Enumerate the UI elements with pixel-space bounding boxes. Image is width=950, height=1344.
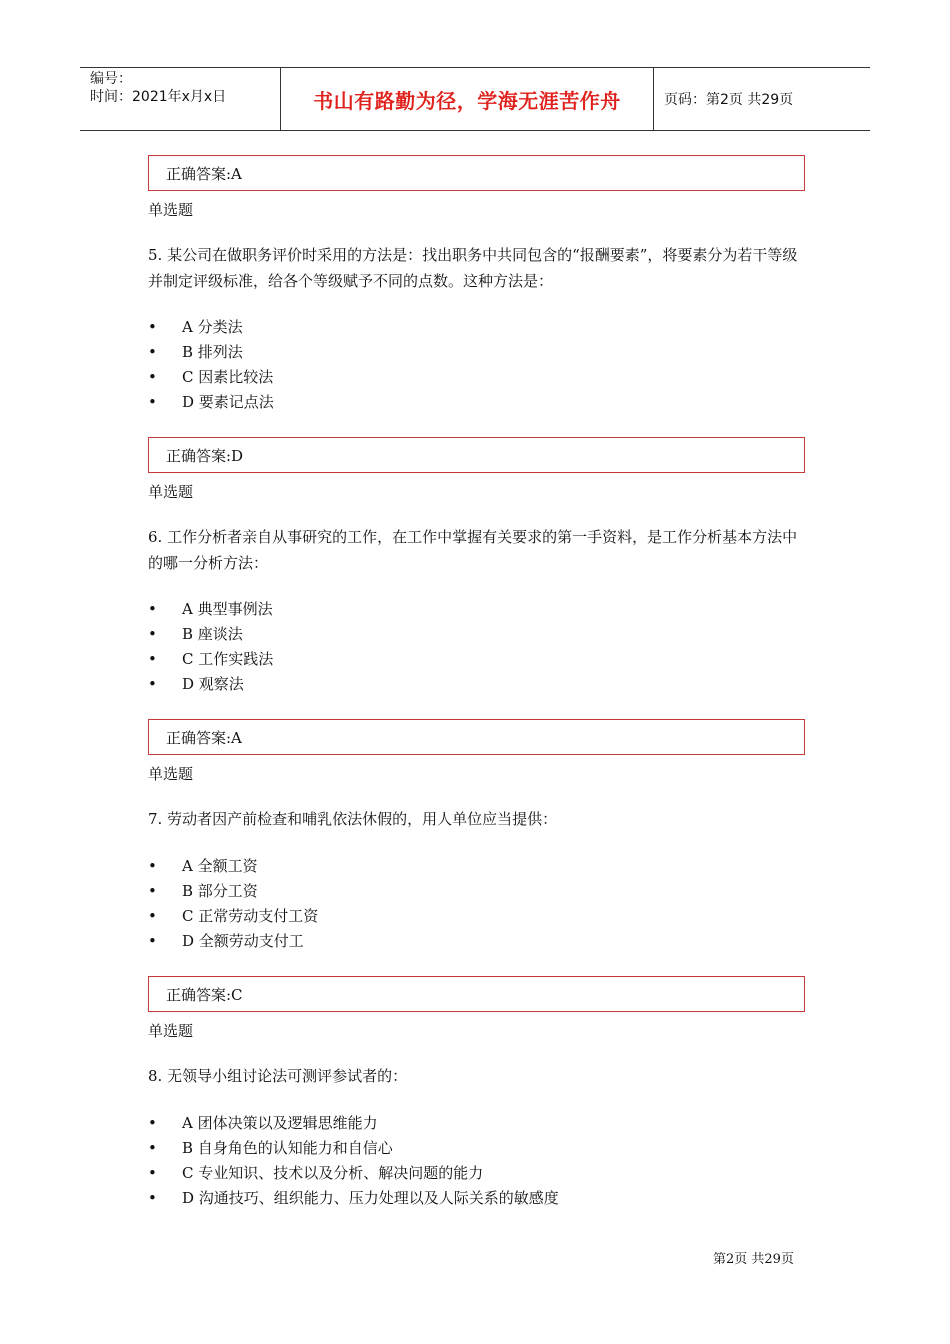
- bullet-icon: •: [148, 650, 157, 668]
- option-label: B 自身角色的认知能力和自信心: [182, 1139, 393, 1157]
- option-label: A 团体决策以及逻辑思维能力: [182, 1114, 378, 1132]
- option-item[interactable]: [148, 390, 274, 415]
- question-type-label: 单选题: [148, 765, 194, 783]
- bullet-icon: •: [148, 1164, 157, 1182]
- question-text: 6. 工作分析者亲自从事研究的工作，在工作中掌握有关要求的第一手资料，是工作分析基本方法中的哪一分析方法：: [148, 528, 798, 572]
- option-item[interactable]: [148, 929, 304, 954]
- bullet-icon: •: [148, 857, 157, 875]
- header-time: 时间：2021年x月x日: [90, 89, 227, 105]
- option-item[interactable]: [148, 672, 244, 697]
- bullet-icon: •: [148, 882, 157, 900]
- question-text: 7. 劳动者因产前检查和哺乳依法休假的，用人单位应当提供：: [148, 810, 558, 828]
- question-text: 8. 无领导小组讨论法可测评参试者的：: [148, 1067, 408, 1085]
- option-label: D 沟通技巧、组织能力、压力处理以及人际关系的敏感度: [182, 1189, 559, 1207]
- option-label: B 座谈法: [182, 625, 243, 643]
- bullet-icon: •: [148, 675, 157, 693]
- option-label: C 因素比较法: [182, 368, 274, 386]
- bullet-icon: •: [148, 1139, 157, 1157]
- option-label: C 工作实践法: [182, 650, 274, 668]
- option-item[interactable]: [148, 365, 273, 390]
- option-item[interactable]: [148, 647, 273, 672]
- bullet-icon: •: [148, 368, 157, 386]
- header-motto: 书山有路勤为径，学海无涯苦作舟: [281, 68, 654, 130]
- option-item[interactable]: [148, 1136, 393, 1161]
- option-label: C 正常劳动支付工资: [182, 907, 319, 925]
- bullet-icon: •: [148, 1189, 157, 1207]
- option-item[interactable]: [148, 1111, 378, 1136]
- option-item[interactable]: [148, 879, 258, 904]
- header-meta: [80, 68, 281, 130]
- option-label: D 观察法: [182, 675, 244, 693]
- option-item[interactable]: [148, 904, 318, 929]
- option-item[interactable]: [148, 315, 243, 340]
- option-label: D 全额劳动支付工: [182, 932, 304, 950]
- bullet-icon: •: [148, 625, 157, 643]
- bullet-icon: •: [148, 318, 157, 336]
- option-item[interactable]: [148, 854, 258, 879]
- option-item[interactable]: [148, 1161, 483, 1186]
- answer-box: 正确答案:A: [148, 719, 805, 755]
- option-label: A 分类法: [182, 318, 243, 336]
- bullet-icon: •: [148, 343, 157, 361]
- option-item[interactable]: [148, 597, 273, 622]
- option-item[interactable]: [148, 1186, 559, 1211]
- bullet-icon: •: [148, 600, 157, 618]
- bullet-icon: •: [148, 393, 157, 411]
- option-item[interactable]: [148, 622, 243, 647]
- option-label: C 专业知识、技术以及分析、解决问题的能力: [182, 1164, 484, 1182]
- option-label: A 典型事例法: [182, 600, 273, 618]
- bullet-icon: •: [148, 932, 157, 950]
- page-footer: 第2页 共29页: [713, 1252, 794, 1267]
- answer-box: 正确答案:C: [148, 976, 805, 1012]
- answer-box: 正确答案:A: [148, 155, 805, 191]
- option-label: B 部分工资: [182, 882, 258, 900]
- option-label: B 排列法: [182, 343, 243, 361]
- page-header: [80, 67, 870, 131]
- question-type-label: 单选题: [148, 483, 194, 501]
- option-label: A 全额工资: [182, 857, 258, 875]
- question-text: 5. 某公司在做职务评价时采用的方法是：找出职务中共同包含的“报酬要素”，将要素分为若干等级并制定评级标准，给各个等级赋予不同的点数。这种方法是：: [148, 246, 798, 290]
- bullet-icon: •: [148, 1114, 157, 1132]
- option-item[interactable]: [148, 340, 243, 365]
- header-number-label: 编号：: [90, 71, 132, 87]
- bullet-icon: •: [148, 907, 157, 925]
- question-type-label: 单选题: [148, 1022, 194, 1040]
- answer-box: 正确答案:D: [148, 437, 805, 473]
- header-page-info: 页码：第2页 共29页: [664, 92, 794, 108]
- option-label: D 要素记点法: [182, 393, 274, 411]
- question-type-label: 单选题: [148, 201, 194, 219]
